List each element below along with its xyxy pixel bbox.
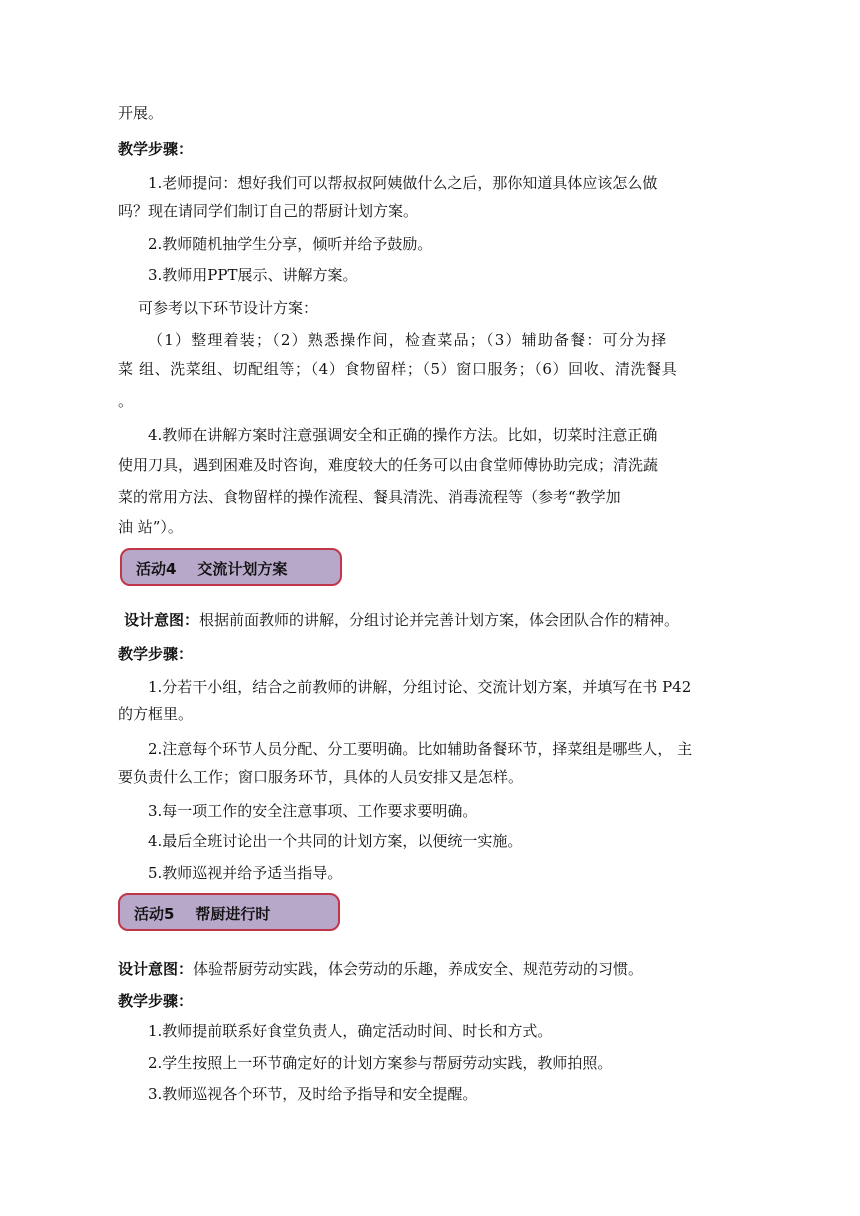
step-text: 5.教师巡视并给予适当指导。 — [148, 864, 343, 882]
step-text: 1.教师提前联系好食堂负责人，确定活动时间、时长和方式。 — [148, 1022, 553, 1040]
activity-badge-label: 活动5 帮厨进行时 — [134, 905, 271, 923]
step-text: 使用刀具，遇到困难及时咨询，难度较大的任务可以由食堂师傅协助完成；清洗蔬 — [118, 456, 659, 474]
step-text: 菜的常用方法、食物留样的操作流程、餐具清洗、消毒流程等（参考“教学加 — [118, 488, 621, 506]
reference-intro: 可参考以下环节设计方案： — [138, 299, 319, 317]
step-text: 2.教师随机抽学生分享，倾听并给予鼓励。 — [148, 235, 433, 253]
design-intent-text: 根据前面教师的讲解，分组讨论并完善计划方案，体会团队合作的精神。 — [199, 611, 680, 629]
step-text: 1.老师提问：想好我们可以帮叔叔阿姨做什么之后，那你知道具体应该怎么做 — [148, 174, 658, 192]
activity-badge-label: 活动4 交流计划方案 — [136, 560, 288, 578]
design-intent-label: 设计意图： — [124, 611, 200, 629]
step-text: 2.注意每个环节人员分配、分工要明确。比如辅助备餐环节，择菜组是哪些人， 主 — [148, 740, 693, 758]
design-intent — [118, 958, 643, 980]
step-text: 吗？现在请同学们制订自己的帮厨计划方案。 — [118, 202, 419, 220]
design-intent-label: 设计意图： — [118, 960, 194, 978]
reference-text: 。 — [118, 392, 134, 410]
step-text: 1.分若干小组，结合之前教师的讲解，分组讨论、交流计划方案，并填写在书 P42 — [148, 678, 692, 696]
step-text: 要负责什么工作；窗口服务环节，具体的人员安排又是怎样。 — [118, 768, 524, 786]
continued-text: 开展。 — [118, 104, 164, 122]
step-text: 4.教师在讲解方案时注意强调安全和正确的操作方法。比如，切菜时注意正确 — [148, 426, 658, 444]
step-text: 3.教师巡视各个环节，及时给予指导和安全提醒。 — [148, 1085, 478, 1103]
design-intent — [124, 609, 679, 631]
reference-text: 菜 组、洗菜组、切配组等；（4）食物留样；（5）窗口服务；（6）回收、清洗餐具 — [118, 360, 678, 378]
reference-text: （1）整理着装；（2）熟悉操作间，检查菜品；（3）辅助备餐：可分为择 — [148, 331, 668, 349]
activity-badge — [118, 893, 340, 931]
activity-badge — [120, 548, 342, 586]
step-text: 的方框里。 — [118, 705, 194, 723]
step-text: 2.学生按照上一环节确定好的计划方案参与帮厨劳动实践，教师拍照。 — [148, 1054, 613, 1072]
steps-heading: 教学步骤： — [118, 645, 194, 663]
step-text: 油 站”）。 — [118, 518, 183, 536]
step-text: 4.最后全班讨论出一个共同的计划方案，以便统一实施。 — [148, 832, 523, 850]
step-text: 3.每一项工作的安全注意事项、工作要求要明确。 — [148, 802, 478, 820]
steps-heading: 教学步骤： — [118, 992, 194, 1010]
steps-heading: 教学步骤： — [118, 140, 194, 158]
step-text: 3.教师用PPT展示、讲解方案。 — [148, 266, 358, 284]
design-intent-text: 体验帮厨劳动实践，体会劳动的乐趣，养成安全、规范劳动的习惯。 — [193, 960, 644, 978]
